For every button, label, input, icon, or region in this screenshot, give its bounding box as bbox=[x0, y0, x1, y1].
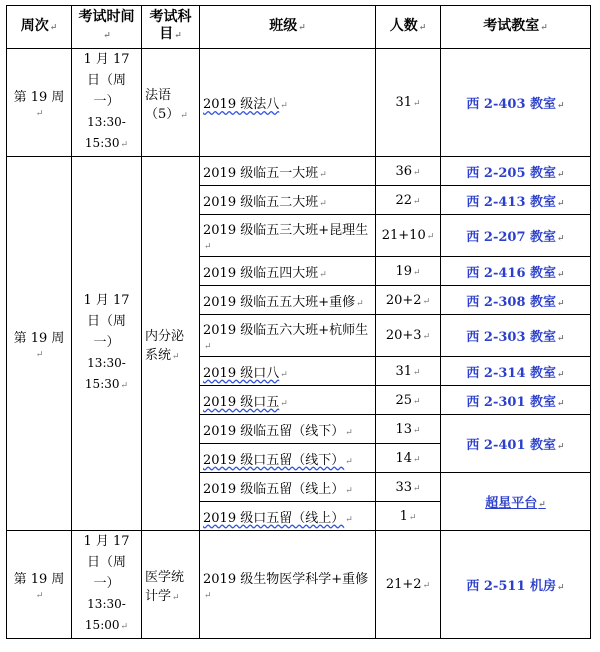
exam-schedule-table bbox=[6, 5, 591, 639]
room-cell-merged-offline: 西 2-401 教室↵ bbox=[441, 415, 591, 473]
room-cell-merged-online: 超星平台↵ bbox=[441, 473, 591, 531]
subject-cell bbox=[142, 157, 200, 531]
subject-line: 医学统 bbox=[145, 569, 185, 585]
header-count: 人数↵ bbox=[376, 6, 441, 49]
class-cell: 2019 级临五三大班+昆理生↵ bbox=[200, 215, 376, 257]
date-line: 1 月 17 bbox=[83, 293, 130, 308]
subject-line: 内分泌 bbox=[145, 328, 185, 344]
date-line: 1 月 17 bbox=[83, 52, 130, 67]
week-cell: 第 19 周↵ bbox=[7, 49, 72, 157]
room-cell: 西 2-511 机房↵ bbox=[441, 531, 591, 639]
count-cell: 20+3↵ bbox=[376, 315, 441, 357]
count-cell: 33↵ bbox=[376, 473, 441, 502]
subject-line: 法语 bbox=[145, 87, 172, 103]
room-cell: 西 2-308 教室↵ bbox=[441, 286, 591, 315]
time-start: 13:30- bbox=[87, 115, 126, 129]
subject-line: 系统↵ bbox=[145, 347, 180, 363]
class-cell: 2019 级临五留（线下）↵ bbox=[200, 415, 376, 444]
date-line: 一） bbox=[93, 94, 120, 109]
date-line: 1 月 17 bbox=[83, 534, 130, 549]
header-subject: 考试科目↵ bbox=[142, 6, 200, 49]
class-cell: 2019 级临五五大班+重修↵ bbox=[200, 286, 376, 315]
header-room: 考试教室↵ bbox=[441, 6, 591, 49]
class-cell: 2019 级口五↵ bbox=[200, 386, 376, 415]
count-cell: 31↵ bbox=[376, 49, 441, 157]
header-week: 周次↵ bbox=[7, 6, 72, 49]
class-cell: 2019 级临五二大班↵ bbox=[200, 186, 376, 215]
class-cell: 2019 级法八↵ bbox=[200, 49, 376, 157]
subject-cell bbox=[142, 531, 200, 639]
class-cell: 2019 级临五留（线上）↵ bbox=[200, 473, 376, 502]
count-cell: 31↵ bbox=[376, 357, 441, 386]
count-cell: 21+10↵ bbox=[376, 215, 441, 257]
class-cell: 2019 级临五四大班↵ bbox=[200, 257, 376, 286]
class-cell: 2019 级临五六大班+杭师生↵ bbox=[200, 315, 376, 357]
time-end: 15:30↵ bbox=[84, 136, 129, 150]
week-cell: 第 19 周↵ bbox=[7, 531, 72, 639]
class-cell: 2019 级口五留（线上）↵ bbox=[200, 502, 376, 531]
count-cell: 22↵ bbox=[376, 186, 441, 215]
class-cell: 2019 级生物医学科学+重修↵ bbox=[200, 531, 376, 639]
count-cell: 1↵ bbox=[376, 502, 441, 531]
count-cell: 19↵ bbox=[376, 257, 441, 286]
header-time: 考试时间↵ bbox=[72, 6, 142, 49]
date-line: 一） bbox=[93, 576, 120, 591]
time-start: 13:30- bbox=[87, 356, 126, 370]
date-line: 日（周 bbox=[86, 555, 126, 570]
time-end: 15:00↵ bbox=[84, 618, 129, 632]
subject-line: 计学↵ bbox=[145, 588, 180, 604]
time-cell bbox=[72, 531, 142, 639]
table-row bbox=[7, 531, 591, 639]
subject-line: （5）↵ bbox=[145, 106, 188, 122]
count-cell: 36↵ bbox=[376, 157, 441, 186]
count-cell: 20+2↵ bbox=[376, 286, 441, 315]
class-cell: 2019 级临五一大班↵ bbox=[200, 157, 376, 186]
count-cell: 14↵ bbox=[376, 444, 441, 473]
room-cell: 西 2-403 教室↵ bbox=[441, 49, 591, 157]
class-cell: 2019 级口八↵ bbox=[200, 357, 376, 386]
header-row bbox=[7, 6, 591, 49]
header-class: 班级↵ bbox=[200, 6, 376, 49]
table-row bbox=[7, 49, 591, 157]
room-cell: 西 2-205 教室↵ bbox=[441, 157, 591, 186]
time-start: 13:30- bbox=[87, 597, 126, 611]
table-row bbox=[7, 157, 591, 186]
room-cell: 西 2-416 教室↵ bbox=[441, 257, 591, 286]
room-cell: 西 2-207 教室↵ bbox=[441, 215, 591, 257]
room-cell: 西 2-413 教室↵ bbox=[441, 186, 591, 215]
count-cell: 13↵ bbox=[376, 415, 441, 444]
time-cell bbox=[72, 157, 142, 531]
week-cell: 第 19 周↵ bbox=[7, 157, 72, 531]
count-cell: 25↵ bbox=[376, 386, 441, 415]
time-cell bbox=[72, 49, 142, 157]
room-cell: 西 2-303 教室↵ bbox=[441, 315, 591, 357]
subject-cell bbox=[142, 49, 200, 157]
room-cell: 西 2-314 教室↵ bbox=[441, 357, 591, 386]
date-line: 日（周 bbox=[86, 314, 126, 329]
time-end: 15:30↵ bbox=[84, 377, 129, 391]
date-line: 一） bbox=[93, 335, 120, 350]
room-cell: 西 2-301 教室↵ bbox=[441, 386, 591, 415]
count-cell: 21+2↵ bbox=[376, 531, 441, 639]
date-line: 日（周 bbox=[86, 73, 126, 88]
class-cell: 2019 级口五留（线下）↵ bbox=[200, 444, 376, 473]
